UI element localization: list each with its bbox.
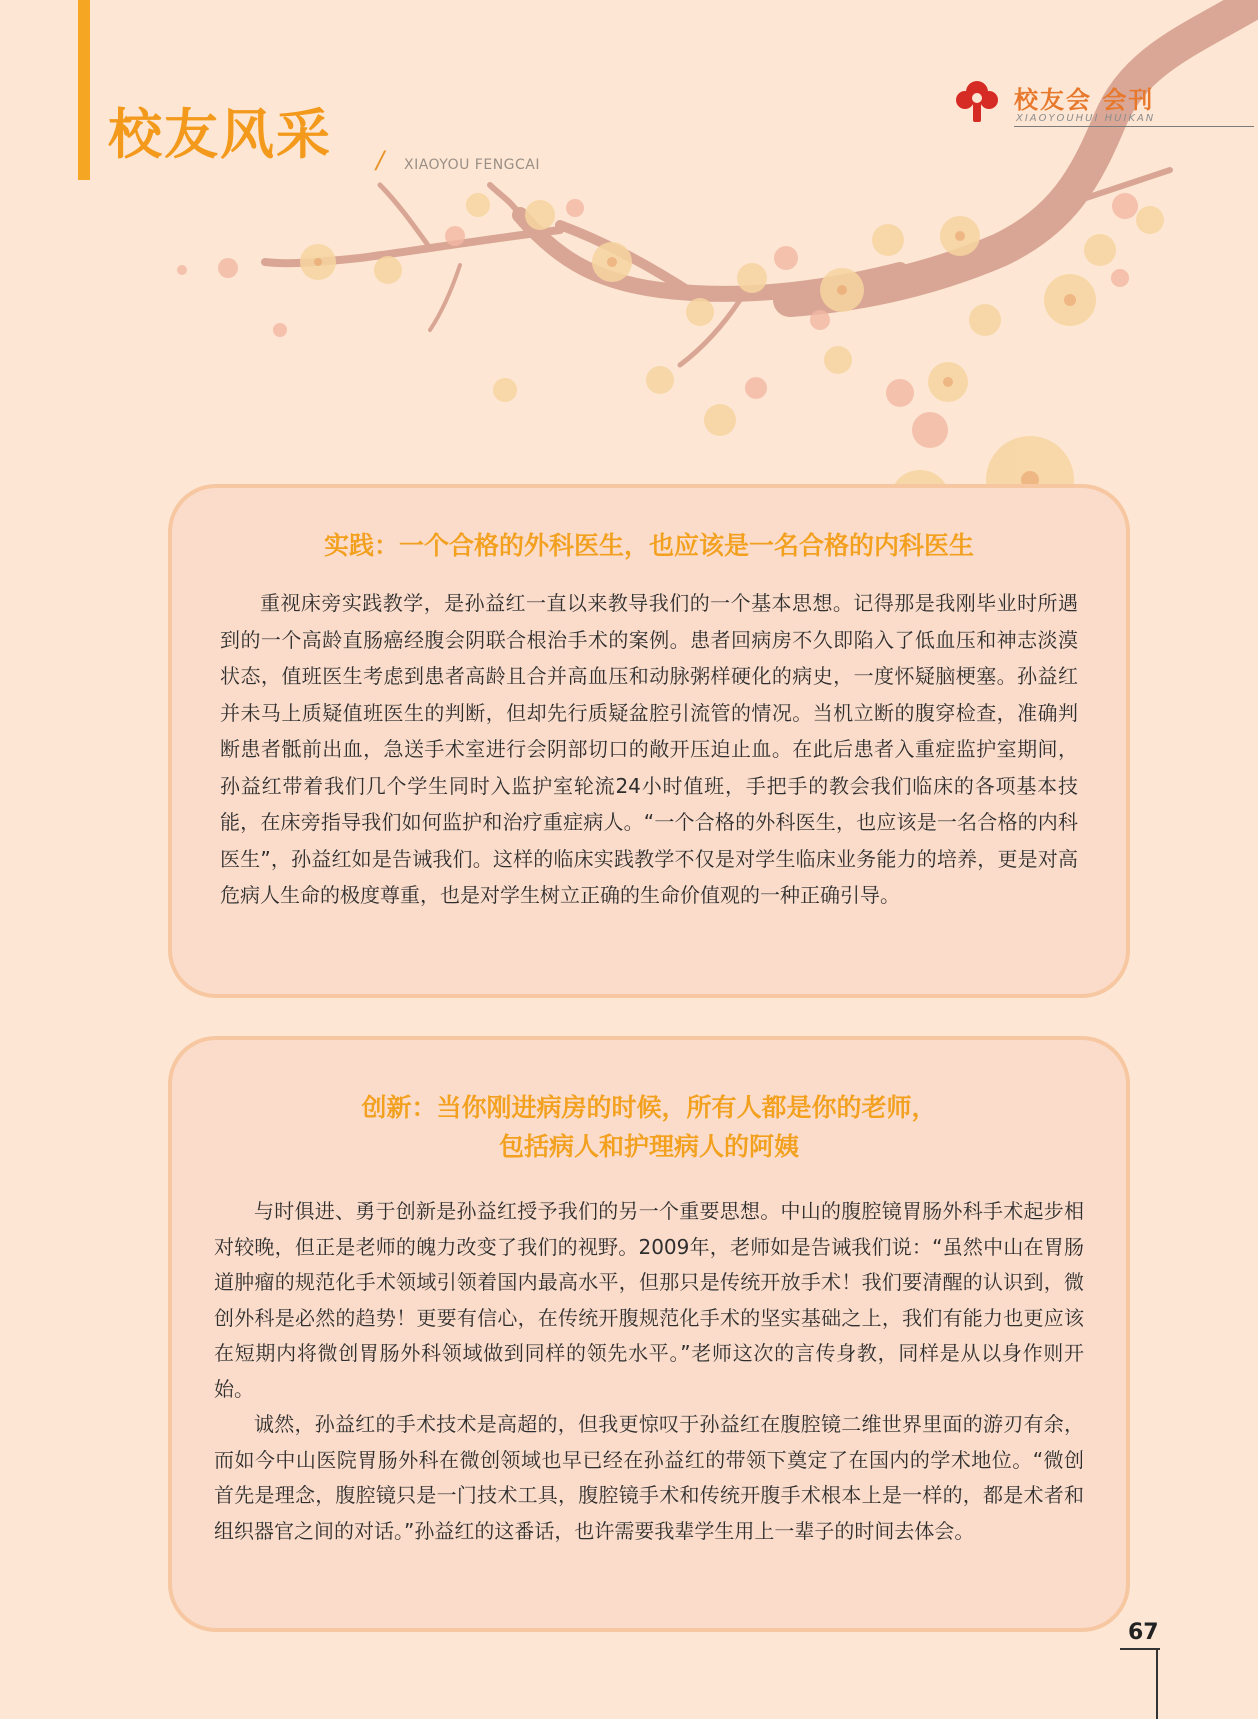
brand-underline [1014, 126, 1254, 127]
paragraph: 重视床旁实践教学，是孙益红一直以来教导我们的一个基本思想。记得那是我刚毕业时所遇到的一个高龄直肠癌经腹会阴联合根治手术的案例。患者回病房不久即陷入了低血压和神志淡漠状态，值班医生考虑到患者高龄且合并高血压和动脉粥样硬化的病史，一度怀疑脑梗塞。孙益红并未马上质疑值班医生的判断，但却先行质疑盆腔引流管的情况。当机立断的腹穿检查，准确判断患者骶前出血，急送手术室进行会阴部切口的敞开压迫止血。在此后患者入重症监护室期间，孙益红带着我们几个学生同时入监护室轮流24小时值班，手把手的教会我们临床的各项基本技能，在床旁指导我们如何监护和治疗重症病人。“一个合格的外科医生，也应该是一名合格的内科医生”，孙益红如是告诫我们。这样的临床实践教学不仅是对学生临床业务能力的培养，更是对高危病人生命的极度尊重，也是对学生树立正确的生命价值观的一种正确引导。 [220, 591, 1078, 907]
title-line: 创新：当你刚进病房的时候，所有人都是你的老师， [361, 1093, 937, 1122]
plum-blossom-branch-icon [0, 0, 1258, 520]
innovation-section-title [214, 1088, 1084, 1166]
paragraph: 与时俱进、勇于创新是孙益红授予我们的另一个重要思想。中山的腹腔镜胃肠外科手术起步相对较晚，但正是老师的魄力改变了我们的视野。2009年，老师如是告诫我们说：“虽然中山在胃肠道肿瘤的规范化手术领域引领着国内最高水平，但那只是传统开放手术！我们要清醒的认识到，微创外科是必然的趋势！更要有信心，在传统开腹规范化手术的坚实基础之上，我们有能力也更应该在短期内将微创胃肠外科领域做到同样的领先水平。”老师这次的言传身教，同样是从以身作则开始。 [214, 1199, 1084, 1401]
page-number-rule [1156, 1648, 1158, 1719]
page-number: 67 [1128, 1620, 1159, 1645]
practice-section-box [168, 484, 1130, 998]
section-title: 校友风采 [108, 103, 332, 166]
section-slash: / [376, 146, 385, 174]
innovation-section-box [168, 1036, 1130, 1632]
practice-section-title [220, 526, 1078, 565]
title-line: 包括病人和护理病人的阿姨 [498, 1132, 799, 1161]
brand-name: 校友会 会刊 [1014, 86, 1155, 114]
section-subtitle: XIAOYOU FENGCAI [404, 157, 541, 173]
title-line: 实践：一个合格的外科医生，也应该是一名合格的内科医生 [323, 531, 974, 560]
brand-subtitle: XIAOYOUHUI HUIKAN [1016, 113, 1156, 124]
alumni-logo-icon [952, 76, 1002, 126]
paragraph: 诚然，孙益红的手术技术是高超的，但我更惊叹于孙益红在腹腔镜二维世界里面的游刃有余，而如今中山医院胃肠外科在微创领域也早已经在孙益红的带领下奠定了在国内的学术地位。“微创首先是理念，腹腔镜只是一门技术工具，腹腔镜手术和传统开腹手术根本上是一样的，都是术者和组织器官之间的对话。”孙益红的这番话，也许需要我辈学生用上一辈子的时间去体会。 [214, 1412, 1084, 1543]
page-number-rule [1120, 1648, 1160, 1650]
